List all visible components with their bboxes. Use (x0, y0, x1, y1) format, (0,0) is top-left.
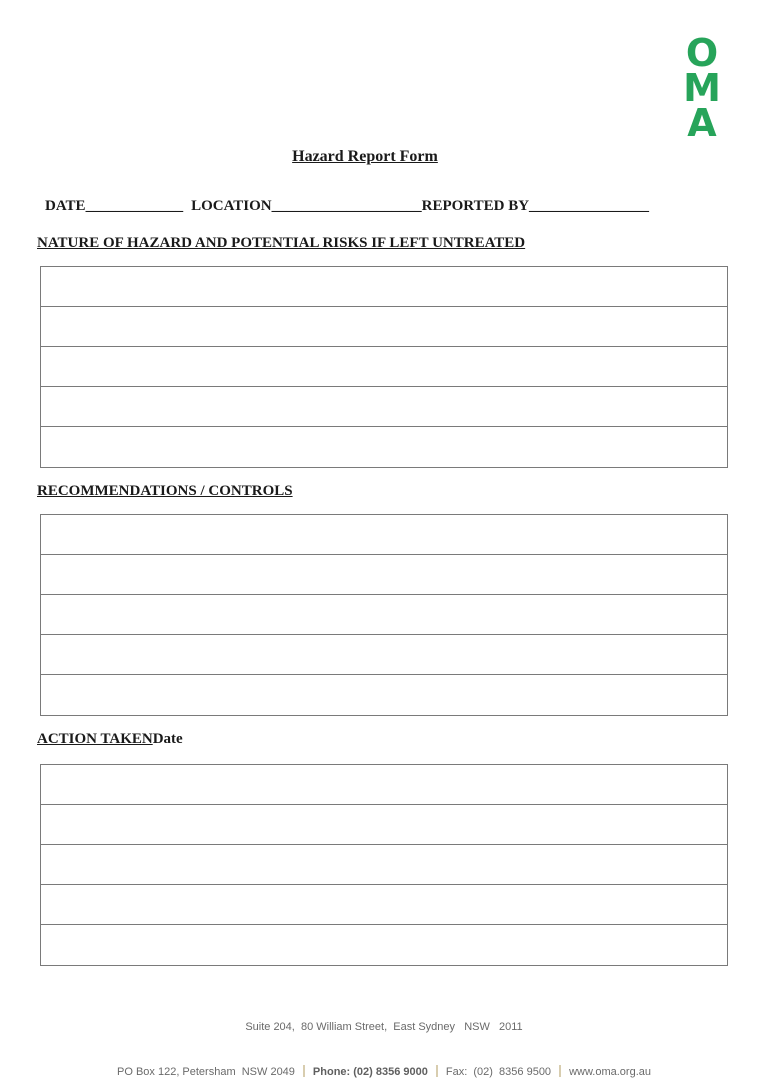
section-heading-action-taken (37, 731, 768, 748)
table-row[interactable] (41, 925, 727, 965)
location-blank-field[interactable]: ____________________ (271, 198, 422, 214)
table-row[interactable] (41, 427, 727, 467)
table-row[interactable] (41, 675, 727, 715)
date-label: DATE (45, 198, 86, 214)
footer-pobox: PO Box 122, Petersham NSW 2049 (117, 1066, 295, 1078)
oma-logo (681, 31, 723, 145)
footer-contact-line (0, 1065, 768, 1078)
table-row[interactable] (41, 885, 727, 925)
footer-separator (559, 1065, 561, 1077)
table-row[interactable] (41, 555, 727, 595)
footer-separator (436, 1065, 438, 1077)
table-row[interactable] (41, 765, 727, 805)
section-heading-nature (37, 235, 768, 252)
table-row[interactable] (41, 387, 727, 427)
footer-website: www.oma.org.au (569, 1066, 651, 1078)
table-row[interactable] (41, 515, 727, 555)
recommendations-table (40, 514, 728, 716)
table-row[interactable] (41, 307, 727, 347)
section-heading-action-taken-text: ACTION TAKEN (37, 731, 153, 747)
table-row[interactable] (41, 267, 727, 307)
action-taken-table (40, 764, 728, 966)
location-label: LOCATION (191, 198, 272, 214)
footer (0, 997, 768, 1087)
table-row[interactable] (41, 595, 727, 635)
logo-letter-o: O (685, 31, 719, 75)
table-row[interactable] (41, 845, 727, 885)
form-title: Hazard Report Form (292, 148, 438, 165)
table-row[interactable] (41, 635, 727, 675)
hazard-table (40, 266, 728, 468)
footer-separator (303, 1065, 305, 1077)
footer-phone: Phone: (02) 8356 9000 (312, 1066, 428, 1078)
footer-address: Suite 204, 80 William Street, East Sydney NSW 2011 (245, 1021, 523, 1033)
section-heading-nature-text: NATURE OF HAZARD AND POTENTIAL RISKS IF LEFT UNTREATED (37, 235, 526, 251)
reported-by-blank-field[interactable]: ________________ (529, 198, 650, 214)
section-heading-date-suffix: Date (152, 731, 183, 747)
footer-fax: Fax: (02) 8356 9500 (445, 1066, 552, 1078)
section-heading-recommendations-text: RECOMMENDATIONS / CONTROLS (37, 483, 293, 499)
logo-letter-m: M (683, 66, 721, 110)
table-row[interactable] (41, 805, 727, 845)
logo-letter-a: A (687, 101, 717, 145)
date-blank-field[interactable]: _____________ (85, 198, 184, 214)
header-fields (45, 198, 768, 215)
reported-by-label: REPORTED BY (421, 198, 530, 214)
section-heading-recommendations (37, 483, 768, 500)
table-row[interactable] (41, 347, 727, 387)
